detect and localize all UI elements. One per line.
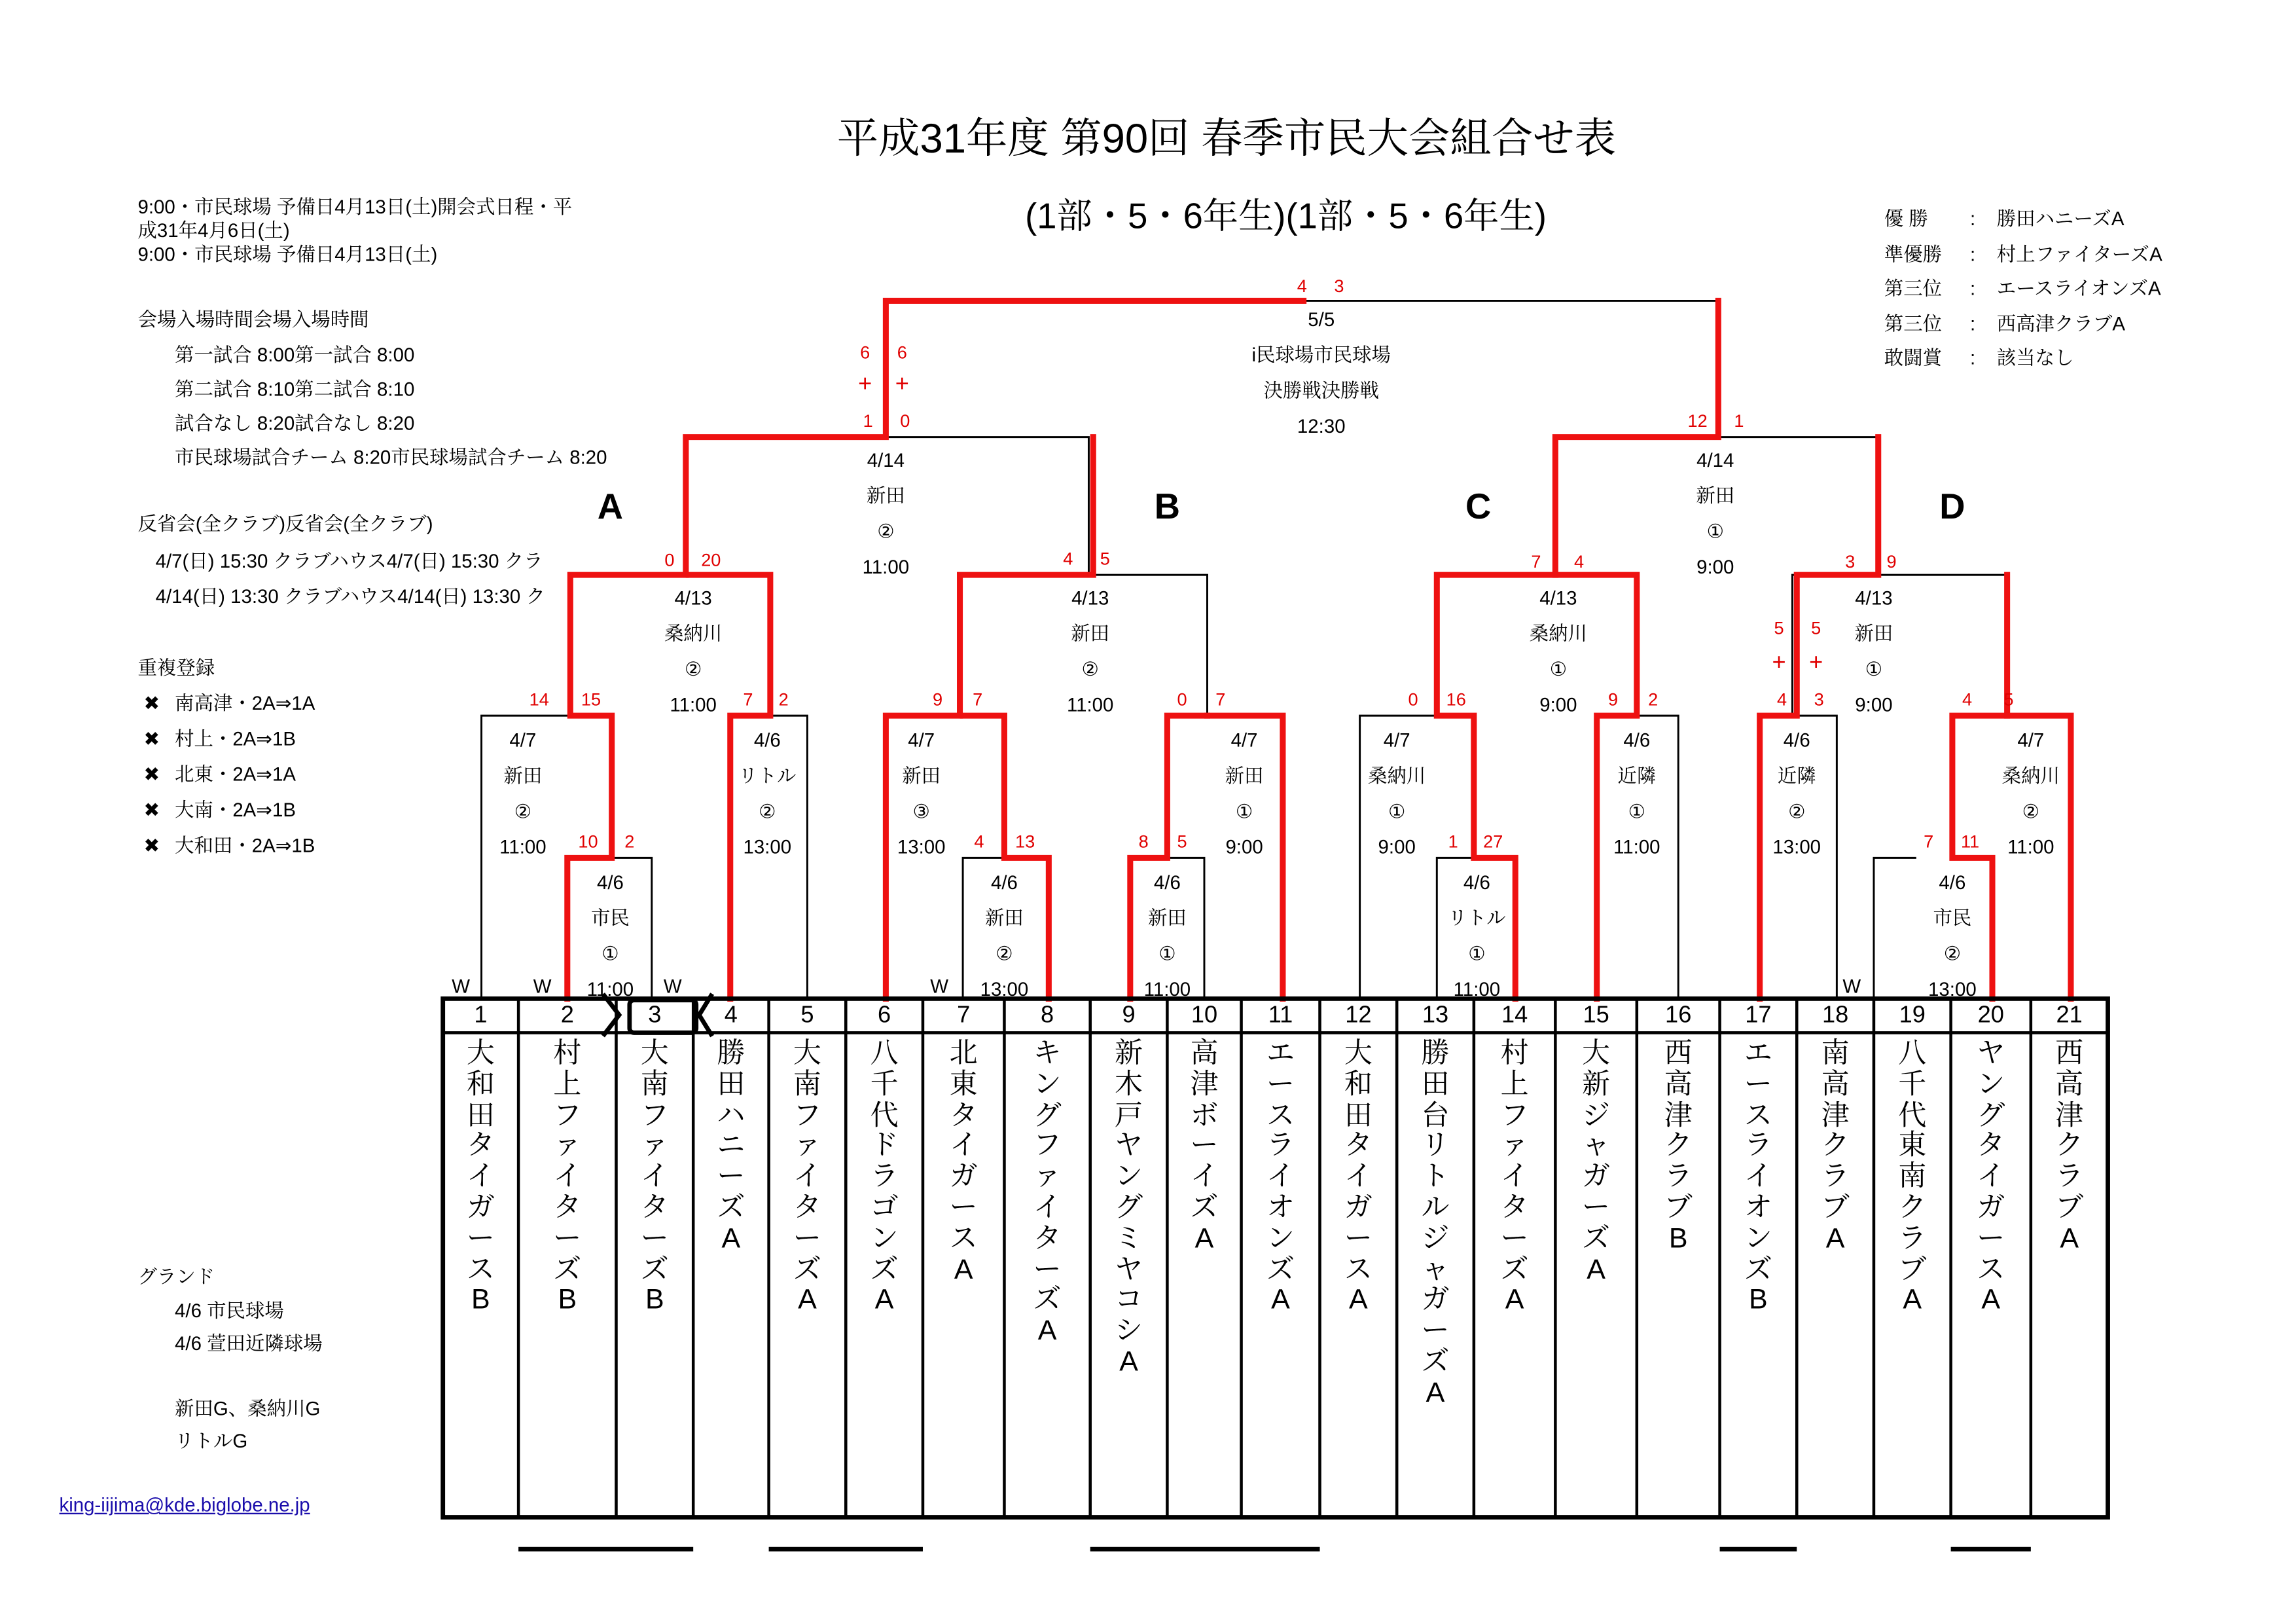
pre-score-right: 6 — [897, 342, 907, 363]
page-subtitle: (1部・5・6年生)(1部・5・6年生) — [1025, 197, 1547, 238]
slot-team: 高津ボーイズA — [1190, 1038, 1219, 1255]
slot-team: 八千代ドラゴンズA — [870, 1038, 899, 1317]
match-time: 11:00 — [1066, 693, 1114, 716]
score-left: 8 — [1138, 831, 1149, 852]
entry-line: 第二試合 8:10第二試合 8:10 — [175, 378, 415, 401]
match-time: 11:00 — [499, 835, 547, 858]
match-field: ① — [1388, 800, 1406, 823]
score-left: 4 — [1962, 689, 1973, 710]
slot-number: 6 — [878, 1003, 891, 1029]
duplicate-item: 南高津・2A⇒1A — [175, 691, 315, 714]
slot-team: 大南ファイターズA — [793, 1038, 821, 1317]
match-time: 11:00 — [1613, 835, 1660, 858]
score-right: 1 — [1734, 410, 1744, 431]
match-date: 4/6 — [1153, 871, 1181, 894]
slot-team: 新木戸ヤングミヤコシA — [1115, 1038, 1143, 1378]
schedule-line: 9:00・市民球場 予備日4月13日(土) — [137, 243, 438, 266]
duplicate-mark: ✖ — [143, 834, 160, 857]
slot-number: 7 — [957, 1003, 971, 1029]
match-time: 9:00 — [1225, 835, 1263, 858]
underline — [1720, 1547, 1797, 1552]
duplicate-mark: ✖ — [143, 691, 160, 714]
match-date: 4/14 — [867, 448, 905, 471]
score-left: 12 — [1687, 410, 1708, 431]
score-right: 2 — [1648, 689, 1659, 710]
entry-line: 試合なし 8:20試合なし 8:20 — [175, 412, 415, 435]
match-date: 4/7 — [509, 729, 537, 752]
tiebreak-plus-mark: + — [1772, 650, 1786, 676]
score-left: 7 — [1924, 831, 1934, 852]
score-right: 4 — [1574, 551, 1585, 572]
underline — [518, 1547, 693, 1552]
slot-team: 勝田ハニーズA — [717, 1038, 745, 1255]
slot-number: 3 — [648, 1003, 662, 1029]
match-venue: 近隣 — [1617, 764, 1657, 787]
result-separator: : — [1970, 346, 1976, 369]
match-venue: 新田 — [1071, 622, 1110, 645]
score-right: 13 — [1014, 831, 1035, 852]
match-time: 13:00 — [743, 835, 792, 858]
score-left: 4 — [1297, 275, 1307, 297]
match-date: 4/13 — [1539, 587, 1577, 610]
result-value: エースライオンズA — [1996, 277, 2161, 300]
underline — [1090, 1547, 1320, 1552]
match-venue: 新田 — [1147, 907, 1187, 930]
match-field: ① — [1706, 520, 1724, 543]
match-field: ① — [1235, 800, 1253, 823]
result-separator: : — [1970, 277, 1976, 300]
slot-team: ヤングタイガースA — [1977, 1038, 2005, 1317]
score-right: 3 — [1814, 689, 1824, 710]
match-date: 4/6 — [1783, 729, 1810, 752]
match-venue: 新田 — [1225, 764, 1264, 787]
result-value: 西高津クラブA — [1996, 312, 2125, 335]
slot-team: 北東タイガースA — [949, 1038, 978, 1286]
pre-score-right: 5 — [1811, 617, 1821, 639]
match-date: 4/6 — [753, 729, 781, 752]
match-venue: 新田 — [1696, 484, 1735, 507]
tiebreak-plus-mark: + — [858, 372, 872, 397]
score-right: 7 — [973, 689, 983, 710]
ground-line: リトルG — [175, 1429, 248, 1452]
slot-number: 2 — [560, 1003, 574, 1029]
score-left: 1 — [863, 410, 873, 431]
slot-number: 20 — [1977, 1003, 2004, 1029]
score-left: 0 — [1408, 689, 1418, 710]
match-date: 4/6 — [1623, 729, 1651, 752]
match-field: ② — [1081, 657, 1099, 680]
block-label-a: A — [597, 487, 624, 528]
slot-team: 西高津クラブB — [1664, 1038, 1693, 1255]
match-field: ① — [1468, 942, 1486, 965]
match-venue: 桑納川 — [2001, 764, 2060, 787]
match-time: 13:00 — [980, 977, 1029, 1000]
score-right: 5 — [1177, 831, 1187, 852]
slot-number: 19 — [1899, 1003, 1926, 1029]
result-value: 勝田ハニーズA — [1996, 207, 2125, 230]
match-venue: 近隣 — [1777, 764, 1816, 787]
match-field: ② — [684, 657, 702, 680]
match-venue: 新田 — [1854, 622, 1893, 645]
score-right: 5 — [2003, 689, 2014, 710]
match-date: 5/5 — [1308, 308, 1335, 331]
ground-line: 4/6 萱田近隣球場 — [175, 1332, 323, 1355]
score-right: 7 — [1215, 689, 1226, 710]
walkover-mark: W — [533, 975, 552, 998]
match-date: 4/7 — [2017, 729, 2045, 752]
slot-number: 10 — [1191, 1003, 1218, 1029]
ground-line: 4/6 市民球場 — [175, 1299, 284, 1322]
match-date: 4/6 — [1463, 871, 1490, 894]
match-date: 4/13 — [1071, 587, 1109, 610]
match-venue: 新田 — [866, 484, 905, 507]
result-label: 第三位 — [1884, 312, 1943, 335]
match-date: 4/6 — [1939, 871, 1966, 894]
walkover-mark: W — [1842, 975, 1861, 998]
match-date: 4/7 — [908, 729, 935, 752]
match-date: 4/7 — [1383, 729, 1410, 752]
walkover-mark: W — [930, 975, 949, 998]
match-field: ② — [759, 800, 776, 823]
duplicate-item: 村上・2A⇒1B — [175, 727, 296, 750]
score-left: 9 — [1608, 689, 1619, 710]
score-right: 0 — [900, 410, 910, 431]
slot-number: 5 — [800, 1003, 814, 1029]
slot-number: 13 — [1422, 1003, 1449, 1029]
match-field: ① — [601, 942, 619, 965]
slot-team: 大和田タイガースA — [1344, 1038, 1372, 1317]
score-right: 2 — [778, 689, 789, 710]
page-title: 平成31年度 第90回 春季市民大会組合せ表 — [836, 115, 1616, 162]
slot-team: 大南ファイターズB — [640, 1038, 669, 1317]
result-separator: : — [1970, 242, 1976, 264]
slot-number: 14 — [1501, 1003, 1528, 1029]
tiebreak-plus-mark: + — [1809, 650, 1823, 676]
slot-number: 4 — [724, 1003, 738, 1029]
tiebreak-plus-mark: + — [895, 372, 909, 397]
score-left: 4 — [974, 831, 984, 852]
match-field: ② — [1943, 942, 1962, 965]
score-right: 15 — [581, 689, 601, 710]
pre-score-left: 5 — [1774, 617, 1784, 639]
match-venue: 市民 — [1933, 907, 1972, 930]
match-field: ② — [2022, 800, 2040, 823]
duplicate-heading: 重複登録 — [137, 656, 215, 679]
block-label-d: D — [1939, 487, 1965, 528]
slot-number: 1 — [474, 1003, 488, 1029]
match-field: ② — [877, 520, 895, 543]
match-field: ① — [1158, 942, 1176, 965]
meeting-line: 4/7(日) 15:30 クラブハウス4/7(日) 15:30 クラ — [155, 549, 543, 572]
match-date: 4/6 — [990, 871, 1018, 894]
match-time: 9:00 — [1539, 693, 1577, 716]
duplicate-item: 大和田・2A⇒1B — [175, 834, 315, 857]
result-label: 優 勝 — [1884, 207, 1928, 230]
match-venue: 桑納川 — [664, 622, 723, 645]
slot-team: 南高津クラブA — [1821, 1038, 1850, 1255]
match-time: 12:30 — [1297, 414, 1346, 437]
match-venue: 桑納川 — [1368, 764, 1426, 787]
meeting-line: 4/14(日) 13:30 クラブハウス4/14(日) 13:30 ク — [155, 585, 545, 608]
match-venue: 市民 — [590, 907, 630, 930]
match-date: 4/13 — [1855, 587, 1893, 610]
slot-number: 15 — [1583, 1003, 1609, 1029]
match-field: ① — [1549, 657, 1568, 680]
slot-number: 16 — [1665, 1003, 1692, 1029]
match-round: 決勝戦決勝戦 — [1263, 379, 1380, 402]
entry-line: 第一試合 8:00第一試合 8:00 — [175, 344, 415, 367]
duplicate-item: 大南・2A⇒1B — [175, 798, 296, 821]
ground-line: 新田G、桑納川G — [175, 1397, 321, 1420]
slot-number: 17 — [1745, 1003, 1772, 1029]
slot-team: 村上ファイターズA — [1500, 1038, 1529, 1317]
score-right: 9 — [1886, 551, 1897, 572]
slot-number: 18 — [1821, 1003, 1849, 1029]
match-venue: 新田 — [902, 764, 941, 787]
match-field: ③ — [912, 800, 930, 823]
match-venue: 桑納川 — [1529, 622, 1588, 645]
match-time: 9:00 — [1696, 555, 1734, 578]
match-time: 11:00 — [586, 977, 634, 1000]
score-right: 16 — [1446, 689, 1466, 710]
match-venue: i民球場市民球場 — [1251, 344, 1391, 367]
match-venue: リトル — [738, 764, 797, 787]
walkover-mark: W — [452, 975, 471, 998]
score-left: 0 — [664, 549, 675, 571]
slot-team: 勝田台リトルジャガーズA — [1421, 1038, 1450, 1409]
underline — [1951, 1547, 2031, 1552]
match-time: 11:00 — [2007, 835, 2054, 858]
pre-score-left: 6 — [860, 342, 870, 363]
block-label-c: C — [1465, 487, 1492, 528]
score-left: 1 — [1448, 831, 1458, 852]
match-venue: リトル — [1448, 907, 1506, 930]
match-time: 11:00 — [1143, 977, 1191, 1000]
underline — [769, 1547, 923, 1552]
score-left: 10 — [578, 831, 598, 852]
meeting-heading: 反省会(全クラブ)反省会(全クラブ) — [137, 513, 433, 536]
slot-team: エースライオンズA — [1266, 1038, 1295, 1317]
match-time: 13:00 — [1928, 977, 1977, 1000]
match-time: 11:00 — [862, 555, 910, 578]
match-date: 4/7 — [1230, 729, 1258, 752]
slot-team: 村上ファイターズB — [553, 1038, 582, 1317]
match-field: ① — [1628, 800, 1646, 823]
match-date: 4/14 — [1696, 448, 1734, 471]
score-right: 27 — [1483, 831, 1503, 852]
match-time: 9:00 — [1378, 835, 1416, 858]
schedule-line: 9:00・市民球場 予備日4月13日(土)開会式日程・平 — [137, 195, 573, 218]
match-field: ② — [1788, 800, 1806, 823]
match-field: ② — [996, 942, 1013, 965]
result-value: 該当なし — [1996, 346, 2074, 369]
match-time: 9:00 — [1855, 693, 1893, 716]
result-value: 村上ファイターズA — [1996, 242, 2162, 264]
match-field: ② — [514, 800, 532, 823]
result-label: 準優勝 — [1884, 242, 1943, 264]
slot-number: 21 — [2056, 1003, 2083, 1029]
score-right: 2 — [624, 831, 635, 852]
result-separator: : — [1970, 312, 1976, 335]
score-left: 4 — [1777, 689, 1787, 710]
slot-team: 大新ジャガーズA — [1582, 1038, 1611, 1286]
score-right: 5 — [1100, 548, 1110, 570]
score-left: 14 — [529, 689, 549, 710]
match-time: 13:00 — [1772, 835, 1821, 858]
entry-line: 市民球場試合チーム 8:20市民球場試合チーム 8:20 — [175, 446, 607, 469]
duplicate-mark: ✖ — [143, 727, 160, 750]
score-left: 9 — [933, 689, 943, 710]
ground-heading: グランド — [137, 1265, 215, 1288]
match-date: 4/13 — [674, 587, 712, 610]
match-venue: 新田 — [503, 764, 543, 787]
duplicate-mark: ✖ — [143, 763, 160, 786]
duplicate-item: 北東・2A⇒1A — [175, 763, 296, 786]
score-left: 3 — [1845, 551, 1856, 572]
score-right: 11 — [1960, 831, 1980, 852]
score-left: 7 — [743, 689, 753, 710]
duplicate-mark: ✖ — [143, 798, 160, 821]
score-left: 7 — [1531, 551, 1541, 572]
walkover-mark: W — [663, 975, 682, 998]
block-label-b: B — [1154, 487, 1181, 528]
result-label: 第三位 — [1884, 277, 1943, 300]
slot-team: キングファイターズA — [1033, 1038, 1062, 1347]
match-date: 4/6 — [596, 871, 624, 894]
slot-team: 大和田タイガースB — [466, 1038, 495, 1317]
score-right: 3 — [1334, 275, 1344, 297]
score-left: 4 — [1063, 548, 1073, 570]
slot-number: 12 — [1345, 1003, 1372, 1029]
match-time: 11:00 — [1453, 977, 1501, 1000]
slot-team: 八千代東南クラブA — [1898, 1038, 1927, 1317]
email-link[interactable]: king-iijima@kde.biglobe.ne.jp — [59, 1493, 310, 1516]
result-label: 敢闘賞 — [1884, 346, 1943, 369]
slot-number: 9 — [1122, 1003, 1136, 1029]
entry-heading: 会場入場時間会場入場時間 — [137, 308, 369, 331]
slot-team: エースライオンズB — [1744, 1038, 1772, 1317]
score-left: 0 — [1177, 689, 1187, 710]
schedule-line: 成31年4月6日(土) — [137, 219, 290, 242]
slot-number: 8 — [1041, 1003, 1054, 1029]
match-time: 11:00 — [670, 693, 717, 716]
match-venue: 新田 — [984, 907, 1024, 930]
slot-team: 西高津クラブA — [2055, 1038, 2084, 1255]
slot-number: 11 — [1268, 1003, 1293, 1029]
match-field: ① — [1865, 657, 1883, 680]
score-right: 20 — [701, 549, 721, 571]
result-separator: : — [1970, 207, 1976, 230]
match-time: 13:00 — [897, 835, 946, 858]
